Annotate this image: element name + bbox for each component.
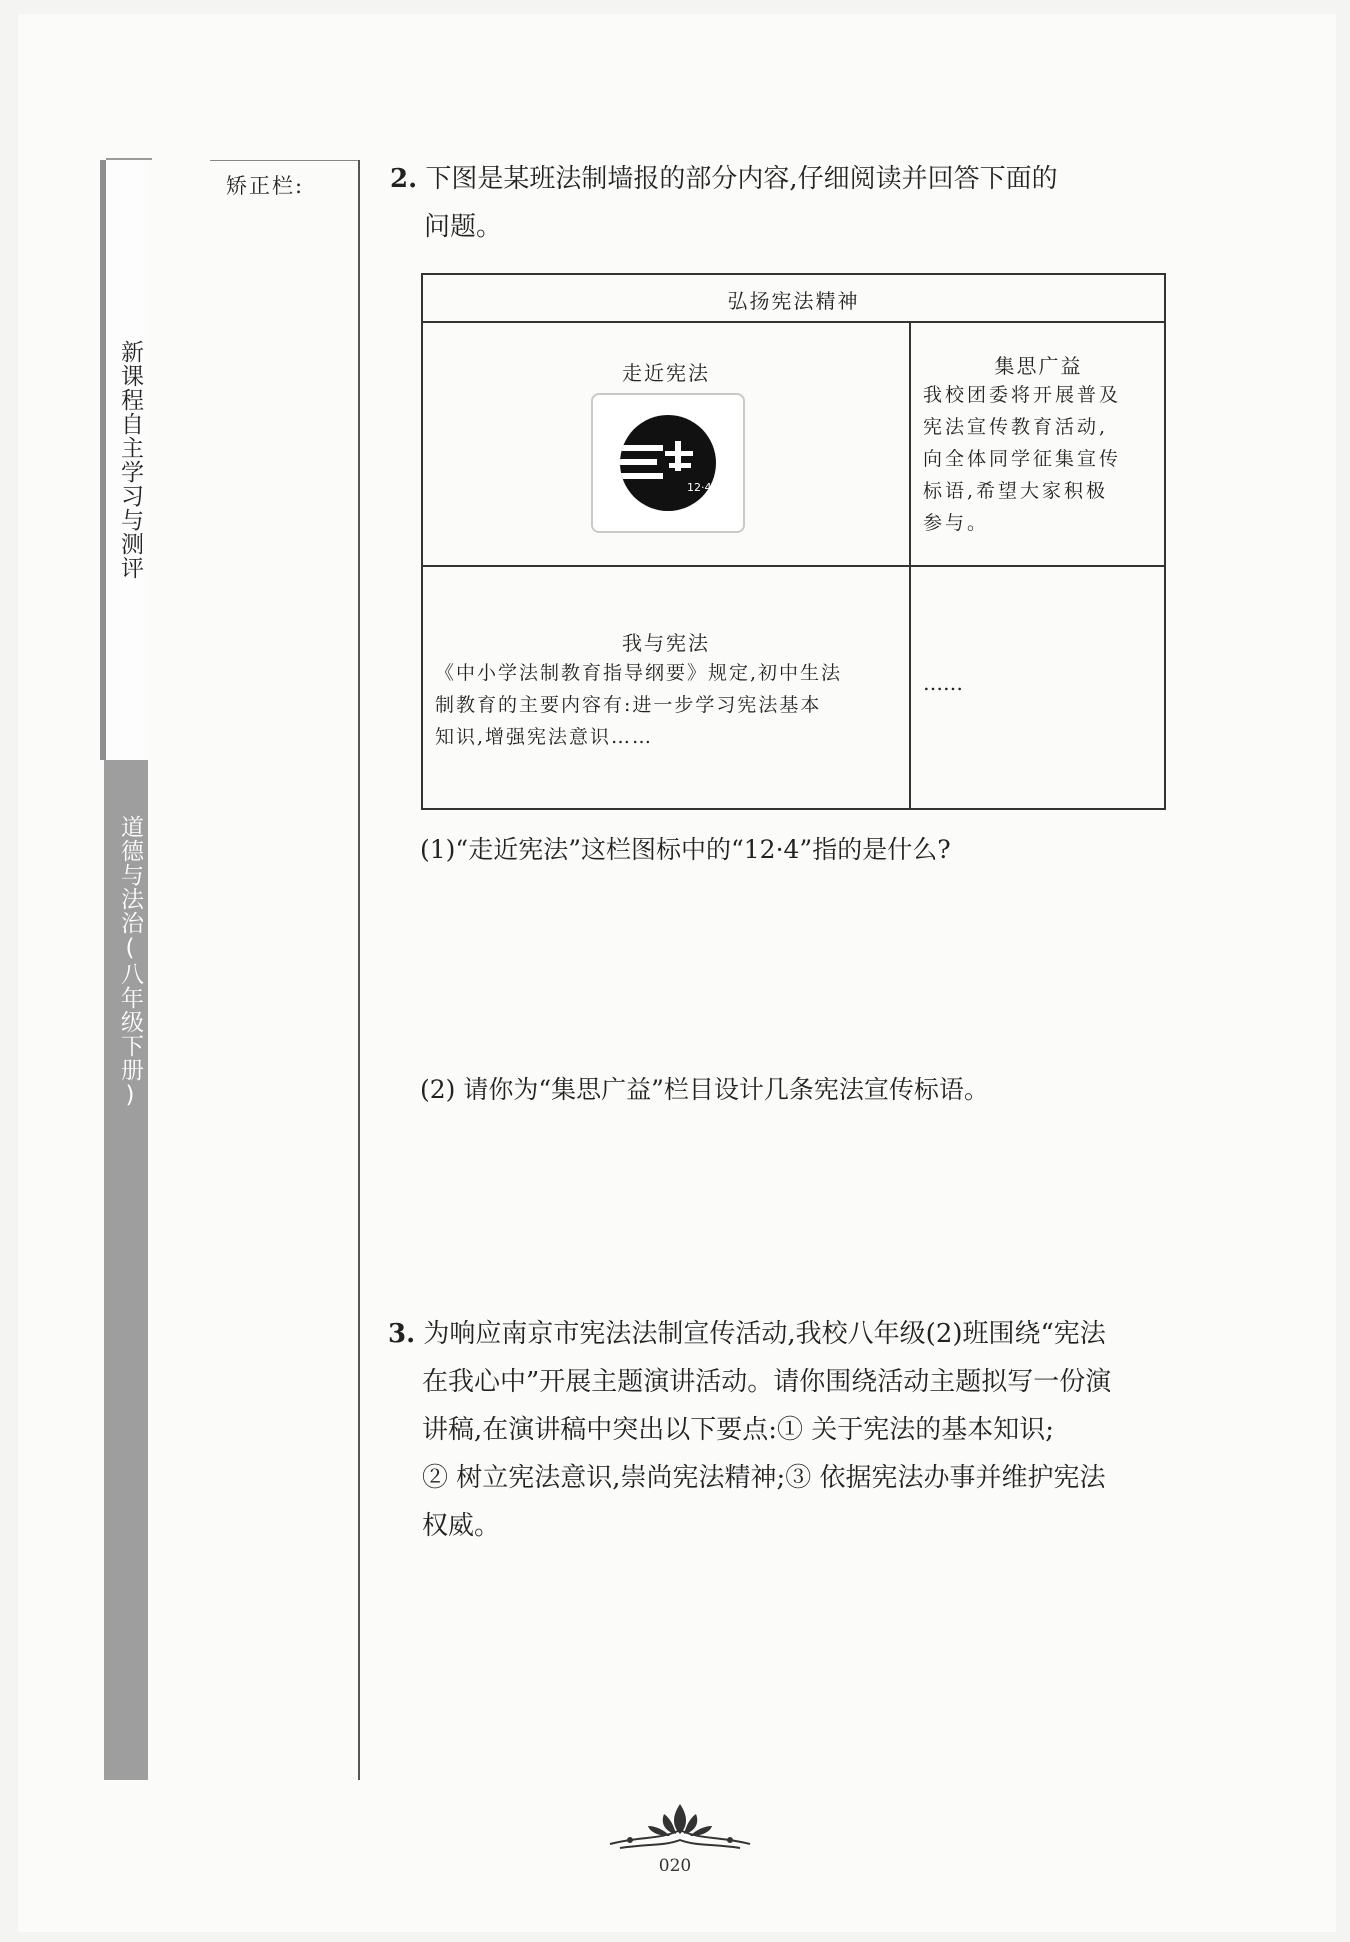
question-3-line: 为响应南京市宪法法制宣传活动,我校八年级(2)班围绕“宪法 bbox=[423, 1319, 1106, 1349]
cell-approach-title: 走近宪法 bbox=[622, 361, 710, 385]
cell-me-title: 我与宪法 bbox=[622, 631, 710, 655]
cell-ideas-line: 标语,希望大家积极 bbox=[923, 480, 1109, 502]
question-2-line2: 问题。 bbox=[424, 212, 503, 242]
cell-ideas-line: 我校团委将开展普及 bbox=[923, 384, 1122, 406]
board-row-divider bbox=[423, 321, 1164, 323]
correction-divider bbox=[358, 160, 360, 1780]
question-2 bbox=[390, 155, 1170, 251]
question-3-line: 权威。 bbox=[422, 1511, 501, 1541]
correction-top-rule bbox=[210, 160, 360, 161]
cell-ideas-text bbox=[923, 379, 1121, 539]
question-3-number: 3. bbox=[388, 1319, 416, 1349]
cell-ideas-line: 向全体同学征集宣传 bbox=[923, 448, 1122, 470]
cell-ideas-title: 集思广益 bbox=[994, 354, 1083, 378]
cell-me-line: 《中小学法制教育指导纲要》规定,初中生法 bbox=[435, 662, 843, 684]
constitution-day-logo bbox=[591, 393, 745, 533]
cell-ideas-line: 宪法宣传教育活动, bbox=[923, 416, 1109, 438]
question-3-line: ② 树立宪法意识,崇尚宪法精神;③ 依据宪法办事并维护宪法 bbox=[422, 1463, 1106, 1493]
cell-ideas-line: 参与。 bbox=[923, 512, 990, 534]
question-3-line: 在我心中”开展主题演讲活动。请你围绕活动主题拟写一份演 bbox=[422, 1367, 1112, 1397]
correction-label: 矫正栏: bbox=[226, 174, 305, 198]
page-number: 020 bbox=[658, 1856, 692, 1876]
question-2-number: 2. bbox=[390, 164, 418, 194]
constitution-logo-icon bbox=[593, 395, 743, 531]
wall-board-table bbox=[421, 273, 1166, 810]
cell-me-text bbox=[435, 657, 842, 753]
subject-title: 道德与法治(八年级下册) bbox=[117, 815, 143, 1109]
floral-ornament-icon bbox=[600, 1800, 760, 1860]
series-title: 新课程自主学习与测评 bbox=[117, 340, 143, 580]
question-3 bbox=[388, 1310, 1178, 1550]
cell-me-line: 知识,增强宪法意识…… bbox=[435, 726, 654, 748]
board-col-divider bbox=[909, 321, 911, 808]
question-3-line: 讲稿,在演讲稿中突出以下要点:① 关于宪法的基本知识; bbox=[422, 1415, 1055, 1445]
logo-date-text: 12·4 bbox=[687, 481, 712, 494]
board-row-divider bbox=[423, 565, 1164, 567]
question-2-part-1: (1)“走近宪法”这栏图标中的“12·4”指的是什么? bbox=[420, 835, 951, 864]
question-2-part-2: (2) 请你为“集思广益”栏目设计几条宪法宣传标语。 bbox=[420, 1075, 989, 1104]
cell-more-ellipsis: …… bbox=[923, 671, 963, 695]
question-2-line1: 下图是某班法制墙报的部分内容,仔细阅读并回答下面的 bbox=[425, 164, 1058, 194]
cell-me-line: 制教育的主要内容有:进一步学习宪法基本 bbox=[435, 694, 822, 716]
board-title: 弘扬宪法精神 bbox=[727, 289, 860, 313]
